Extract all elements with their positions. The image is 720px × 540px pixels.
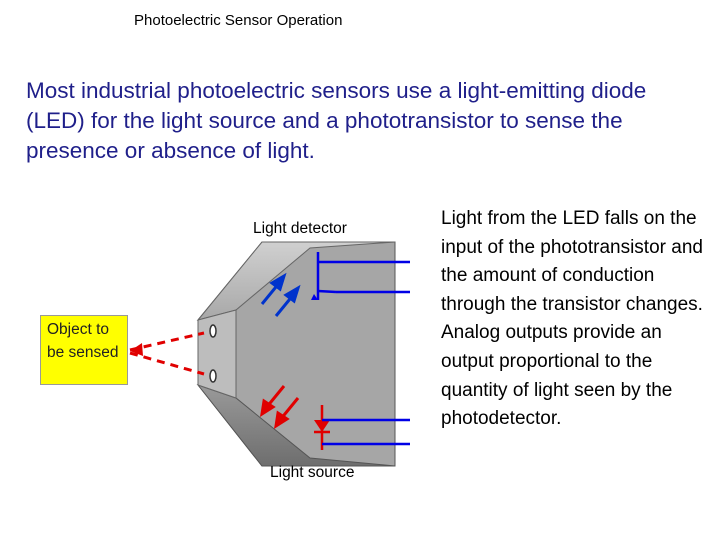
intro-paragraph: Most industrial photoelectric sensors use a light-emitting diode (LED) for the light source and a phototransistor to sense the presence or absence of light. [26,78,647,163]
side-explanation: Light from the LED falls on the input of the phototransistor and the amount of conduction through the transistor changes. Analog outputs provide an output proportional to the quantity of light seen by the photodetector. [441,208,703,430]
slide-title: Photoelectric Sensor Operation [134,12,343,29]
object-to-be-sensed-box: Object to be sensed [40,315,128,385]
light-detector-label: Light detector [253,220,347,237]
light-source-label: Light source [270,464,355,481]
sensor-housing [198,242,395,466]
